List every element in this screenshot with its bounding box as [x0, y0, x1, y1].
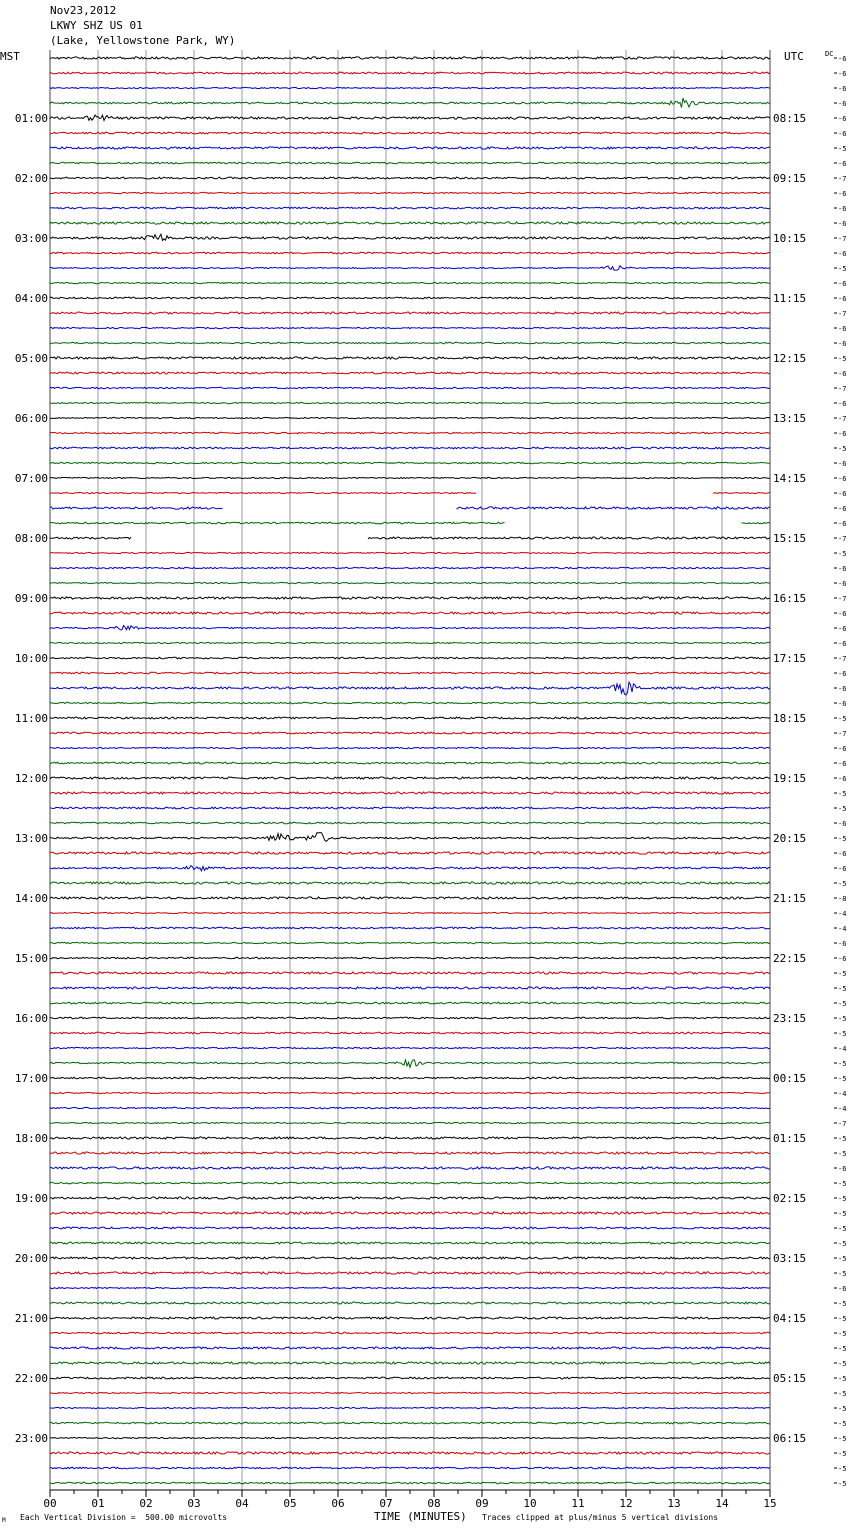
dc-offset-label: -6 [838, 670, 847, 678]
dc-offset-label: -6 [838, 400, 847, 408]
dc-offset-label: -7 [838, 595, 847, 603]
x-tick-label: 03 [187, 1497, 201, 1510]
right-hour-label: 12:15 [773, 352, 807, 365]
dc-offset-label: -5 [838, 1000, 847, 1008]
right-hour-label: 15:15 [773, 532, 807, 545]
trace-line-85 [50, 1332, 770, 1334]
trace-line-10 [50, 207, 770, 209]
dc-offset-label: -5 [838, 550, 847, 558]
left-hour-label: 19:00 [14, 1192, 48, 1205]
trace-group [50, 57, 770, 1484]
trace-line-84 [50, 1317, 770, 1319]
axis-labels [0, 50, 846, 1510]
dc-offset-label: -5 [838, 1330, 847, 1338]
right-hour-label: 18:15 [773, 712, 807, 725]
dc-offset-label: -6 [838, 280, 847, 288]
left-hour-label: 08:00 [14, 532, 48, 545]
dc-offset-label: -6 [838, 1165, 847, 1173]
trace-line-62 [50, 987, 770, 989]
trace-line-34 [50, 567, 770, 568]
trace-line-0 [50, 57, 770, 59]
dc-offset-label: -5 [838, 1255, 847, 1263]
dc-offset-label: -4 [838, 1090, 847, 1098]
dc-offset-label: -5 [838, 1225, 847, 1233]
right-hour-label: 04:15 [773, 1312, 807, 1325]
vertical-division-note: Each Vertical Division = 500.00 microvolts [20, 1513, 228, 1522]
dc-offset-label: -6 [838, 115, 847, 123]
dc-offset-label: -7 [838, 235, 847, 243]
trace-line-66 [50, 1047, 770, 1048]
x-tick-label: 05 [283, 1497, 297, 1510]
dc-offset-label: -6 [838, 100, 847, 108]
station-location: (Lake, Yellowstone Park, WY) [50, 34, 236, 47]
right-hour-label: 20:15 [773, 832, 807, 845]
dc-offset-label: -7 [838, 175, 847, 183]
left-hour-label: 12:00 [14, 772, 48, 785]
trace-line-51 [50, 822, 770, 824]
trace-line-16 [50, 297, 770, 299]
left-hour-label: 05:00 [14, 352, 48, 365]
dc-offset-label: -5 [838, 1450, 847, 1458]
dc-offset-label: -5 [838, 1150, 847, 1158]
trace-line-78 [50, 1227, 770, 1229]
left-hour-label: 21:00 [14, 1312, 48, 1325]
x-tick-label: 12 [619, 1497, 633, 1510]
trace-line-48 [50, 777, 770, 779]
trace-line-25 [50, 432, 770, 433]
dc-offset-label: -4 [838, 910, 847, 918]
trace-line-6 [50, 147, 770, 149]
left-hour-label: 23:00 [14, 1432, 48, 1445]
dc-offset-label: -5 [838, 1390, 847, 1398]
left-hour-label: 01:00 [14, 112, 48, 125]
dc-offset-label: -6 [838, 640, 847, 648]
trace-line-54 [50, 866, 770, 871]
trace-line-79 [50, 1242, 770, 1244]
trace-line-12 [50, 234, 770, 240]
dc-offset-label: -6 [838, 55, 847, 63]
dc-offset-label: -5 [838, 880, 847, 888]
dc-offset-label: -5 [838, 1300, 847, 1308]
dc-offset-label: -7 [838, 1120, 847, 1128]
left-hour-label: 14:00 [14, 892, 48, 905]
left-hour-label: 20:00 [14, 1252, 48, 1265]
trace-line-76 [50, 1197, 770, 1199]
trace-line-44 [50, 717, 770, 719]
dc-offset-label: -6 [838, 760, 847, 768]
dc-offset-label: -5 [838, 1210, 847, 1218]
trace-line-92 [50, 1437, 770, 1438]
dc-offset-label: -5 [838, 445, 847, 453]
trace-line-81 [50, 1272, 770, 1274]
right-hour-label: 16:15 [773, 592, 807, 605]
trace-line-42 [50, 682, 770, 695]
trace-line-75 [50, 1182, 770, 1184]
trace-line-73 [50, 1152, 770, 1154]
dc-offset-label: -5 [838, 1420, 847, 1428]
dc-offset-label: -5 [838, 1015, 847, 1023]
left-hour-label: 16:00 [14, 1012, 48, 1025]
dc-offset-label: -6 [838, 625, 847, 633]
right-hour-label: 08:15 [773, 112, 807, 125]
dc-offset-label: -6 [838, 775, 847, 783]
trace-line-90 [50, 1407, 770, 1408]
dc-offset-label: -5 [838, 1135, 847, 1143]
dc-offset-header: DC [825, 50, 834, 58]
trace-line-57 [50, 912, 770, 913]
trace-line-52 [50, 833, 770, 842]
dc-offset-label: -5 [838, 145, 847, 153]
trace-line-69 [50, 1092, 770, 1093]
trace-line-11 [50, 222, 770, 224]
right-hour-label: 13:15 [773, 412, 807, 425]
dc-offset-label: -6 [838, 295, 847, 303]
right-hour-label: 11:15 [773, 292, 807, 305]
trace-line-18 [50, 327, 770, 328]
dc-offset-label: -5 [838, 970, 847, 978]
station-code: LKWY SHZ US 01 [50, 19, 143, 32]
trace-line-22 [50, 387, 770, 389]
left-hour-label: 04:00 [14, 292, 48, 305]
left-hour-label: 15:00 [14, 952, 48, 965]
x-tick-label: 09 [475, 1497, 489, 1510]
x-tick-label: 07 [379, 1497, 393, 1510]
left-hour-label: 02:00 [14, 172, 48, 185]
trace-line-87 [50, 1362, 770, 1364]
trace-line-95 [50, 1482, 770, 1484]
trace-line-55 [50, 882, 770, 884]
dc-offset-label: -5 [838, 1180, 847, 1188]
dc-offset-label: -7 [838, 310, 847, 318]
left-hour-label: 07:00 [14, 472, 48, 485]
trace-line-68 [50, 1077, 770, 1079]
x-tick-label: 14 [715, 1497, 729, 1510]
trace-line-1 [50, 72, 770, 74]
dc-offset-label: -6 [838, 340, 847, 348]
trace-line-8 [50, 177, 770, 179]
dc-offset-label: -4 [838, 1045, 847, 1053]
trace-line-21 [50, 372, 770, 374]
right-hour-label: 02:15 [773, 1192, 807, 1205]
trace-line-63 [50, 1002, 770, 1004]
trace-line-24 [50, 417, 770, 418]
trace-line-89 [50, 1392, 770, 1393]
trace-line-65 [50, 1032, 770, 1034]
left-hour-label: 22:00 [14, 1372, 48, 1385]
dc-offset-label: -7 [838, 730, 847, 738]
dc-offset-label: -5 [838, 355, 847, 363]
left-hour-label: 11:00 [14, 712, 48, 725]
trace-line-14 [50, 266, 770, 271]
dc-offset-label: -5 [838, 1465, 847, 1473]
dc-offset-label: -5 [838, 1375, 847, 1383]
trace-line-50 [50, 807, 770, 809]
right-hour-label: 10:15 [773, 232, 807, 245]
trace-line-83 [50, 1302, 770, 1304]
right-hour-label: 17:15 [773, 652, 807, 665]
trace-line-58 [50, 927, 770, 929]
trace-line-80 [50, 1257, 770, 1259]
dc-offset-label: -6 [838, 955, 847, 963]
dc-offset-label: -5 [838, 805, 847, 813]
right-hour-label: 00:15 [773, 1072, 807, 1085]
dc-offset-label: -6 [838, 430, 847, 438]
dc-offset-label: -6 [838, 460, 847, 468]
trace-line-17 [50, 312, 770, 314]
left-hour-label: 06:00 [14, 412, 48, 425]
dc-offset-label: -5 [838, 1030, 847, 1038]
right-hour-label: 09:15 [773, 172, 807, 185]
dc-offset-label: -6 [838, 250, 847, 258]
trace-line-5 [50, 132, 770, 134]
trace-line-26 [50, 447, 770, 449]
trace-line-28 [50, 477, 770, 478]
dc-offset-label: -6 [838, 700, 847, 708]
x-tick-label: 06 [331, 1497, 345, 1510]
dc-offset-label: -6 [838, 685, 847, 693]
dc-offset-label: -5 [838, 1435, 847, 1443]
trace-line-88 [50, 1377, 770, 1379]
right-hour-label: 22:15 [773, 952, 807, 965]
dc-offset-label: -5 [838, 1345, 847, 1353]
trace-line-20 [50, 357, 770, 359]
trace-line-37 [50, 612, 770, 614]
dc-offset-label: -6 [838, 85, 847, 93]
trace-line-38 [50, 626, 770, 630]
trace-line-3 [50, 98, 770, 108]
trace-line-77 [50, 1212, 770, 1214]
dc-offset-label: -5 [838, 1195, 847, 1203]
trace-line-43 [50, 702, 770, 703]
dc-offset-label: -6 [838, 610, 847, 618]
dc-offset-label: -6 [838, 850, 847, 858]
right-timezone-label: UTC [784, 50, 804, 63]
x-axis-title: TIME (MINUTES) [374, 1510, 467, 1523]
dc-offset-label: -6 [838, 745, 847, 753]
trace-line-59 [50, 942, 770, 943]
x-tick-label: 02 [139, 1497, 153, 1510]
right-hour-label: 06:15 [773, 1432, 807, 1445]
dc-offset-label: -5 [838, 1480, 847, 1488]
trace-line-30 [50, 507, 770, 509]
x-tick-label: 11 [571, 1497, 585, 1510]
trace-line-7 [50, 162, 770, 164]
dc-offset-label: -6 [838, 190, 847, 198]
dc-offset-label: -6 [838, 940, 847, 948]
trace-line-29 [50, 492, 770, 493]
x-tick-label: 13 [667, 1497, 681, 1510]
left-hour-label: 09:00 [14, 592, 48, 605]
x-tick-label: 01 [91, 1497, 105, 1510]
left-hour-label: 03:00 [14, 232, 48, 245]
dc-offset-label: -7 [838, 415, 847, 423]
dc-offset-label: -6 [838, 820, 847, 828]
left-hour-label: 17:00 [14, 1072, 48, 1085]
right-hour-label: 19:15 [773, 772, 807, 785]
right-hour-label: 03:15 [773, 1252, 807, 1265]
trace-line-53 [50, 852, 770, 854]
trace-line-93 [50, 1452, 770, 1454]
trace-line-72 [50, 1137, 770, 1139]
dc-offset-label: -5 [838, 790, 847, 798]
dc-offset-label: -6 [838, 160, 847, 168]
trace-line-9 [50, 192, 770, 193]
seismogram-date: Nov23,2012 [50, 4, 117, 17]
dc-offset-label: -6 [838, 130, 847, 138]
dc-offset-label: -5 [838, 715, 847, 723]
trace-line-91 [50, 1422, 770, 1424]
right-hour-label: 05:15 [773, 1372, 807, 1385]
trace-line-13 [50, 252, 770, 254]
trace-line-40 [50, 657, 770, 659]
trace-line-49 [50, 792, 770, 794]
dc-offset-label: -5 [838, 985, 847, 993]
dc-offset-label: -6 [838, 565, 847, 573]
trace-line-46 [50, 747, 770, 748]
dc-offset-label: -6 [838, 325, 847, 333]
dc-offset-label: -5 [838, 1405, 847, 1413]
trace-line-27 [50, 462, 770, 463]
trace-line-47 [50, 762, 770, 764]
trace-line-74 [50, 1167, 770, 1169]
trace-line-32 [50, 537, 770, 539]
dc-offset-label: -6 [838, 580, 847, 588]
left-hour-label: 13:00 [14, 832, 48, 845]
dc-offset-label: -8 [838, 895, 847, 903]
trace-line-82 [50, 1287, 770, 1288]
dc-offset-label: -4 [838, 925, 847, 933]
left-timezone-label: MST [0, 50, 20, 63]
trace-line-56 [50, 897, 770, 899]
left-hour-label: 10:00 [14, 652, 48, 665]
dc-offset-label: -7 [838, 655, 847, 663]
trace-line-39 [50, 642, 770, 643]
corner-mark: M [2, 1517, 6, 1524]
trace-line-45 [50, 732, 770, 734]
trace-line-64 [50, 1017, 770, 1019]
dc-offset-label: -5 [838, 265, 847, 273]
right-hour-label: 21:15 [773, 892, 807, 905]
trace-line-60 [50, 957, 770, 959]
dc-offset-label: -6 [838, 505, 847, 513]
left-hour-label: 18:00 [14, 1132, 48, 1145]
right-hour-label: 01:15 [773, 1132, 807, 1145]
trace-line-23 [50, 402, 770, 403]
clipping-note: Traces clipped at plus/minus 5 vertical divisions [482, 1513, 719, 1522]
trace-line-71 [50, 1122, 770, 1123]
dc-offset-label: -6 [838, 1285, 847, 1293]
dc-offset-label: -5 [838, 1060, 847, 1068]
x-tick-label: 08 [427, 1497, 441, 1510]
dc-offset-label: -5 [838, 835, 847, 843]
trace-line-15 [50, 282, 770, 283]
right-hour-label: 23:15 [773, 1012, 807, 1025]
dc-offset-label: -5 [838, 1075, 847, 1083]
trace-line-94 [50, 1467, 770, 1469]
trace-line-86 [50, 1347, 770, 1349]
trace-line-41 [50, 672, 770, 674]
dc-offset-label: -6 [838, 475, 847, 483]
dc-offset-label: -5 [838, 1360, 847, 1368]
dc-offset-label: -6 [838, 520, 847, 528]
trace-line-19 [50, 342, 770, 343]
dc-offset-label: -7 [838, 385, 847, 393]
trace-line-4 [50, 115, 770, 121]
dc-offset-label: -5 [838, 1315, 847, 1323]
dc-offset-label: -6 [838, 490, 847, 498]
trace-line-35 [50, 582, 770, 583]
x-tick-label: 00 [43, 1497, 57, 1510]
dc-offset-label: -5 [838, 1240, 847, 1248]
x-tick-label: 04 [235, 1497, 249, 1510]
trace-line-70 [50, 1107, 770, 1108]
trace-line-67 [50, 1060, 770, 1068]
dc-offset-label: -5 [838, 1270, 847, 1278]
trace-line-36 [50, 597, 770, 599]
dc-offset-label: -6 [838, 370, 847, 378]
dc-offset-label: -4 [838, 1105, 847, 1113]
dc-offset-label: -7 [838, 535, 847, 543]
trace-line-61 [50, 972, 770, 974]
dc-offset-label: -6 [838, 205, 847, 213]
trace-line-33 [50, 552, 770, 553]
x-tick-label: 10 [523, 1497, 537, 1510]
dc-offset-label: -6 [838, 865, 847, 873]
x-tick-label: 15 [763, 1497, 777, 1510]
trace-line-2 [50, 87, 770, 88]
dc-offset-label: -6 [838, 220, 847, 228]
right-hour-label: 14:15 [773, 472, 807, 485]
trace-line-31 [50, 522, 770, 524]
dc-offset-label: -6 [838, 70, 847, 78]
